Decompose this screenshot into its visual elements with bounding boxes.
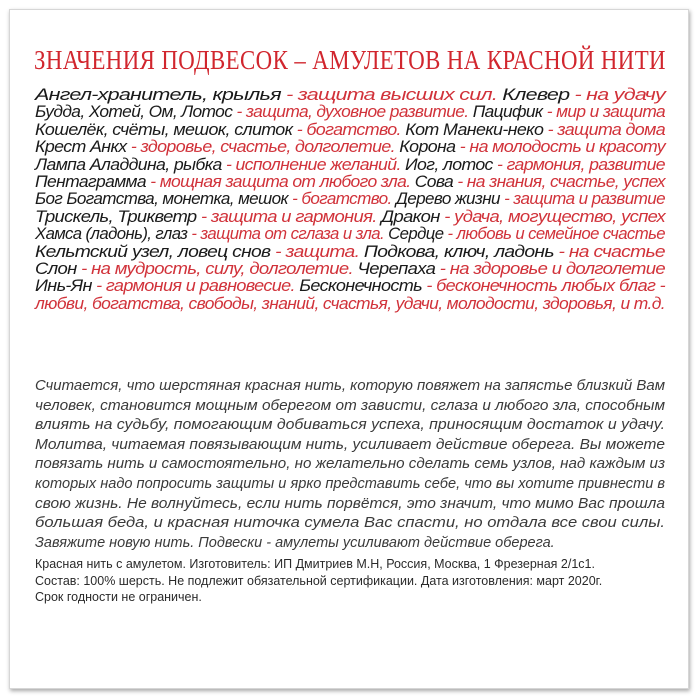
meaning-text: - защита и гармония. [200,206,377,226]
paragraph-line: влиять на судьбу, помогающим добиваться успеха, приносящим достаток и удачу. [35,417,666,434]
amulet-name: Сова [410,171,458,191]
meaning-line [35,190,665,207]
meaning-text: - защита высших сил. [286,85,498,104]
meaning-text: - защита от сглаза и зла. [191,224,385,244]
meaning-text: - здоровье, счастье, долголетие. [130,137,395,157]
paragraph-line: Завяжите новую нить. Подвески - амулеты усиливают действие оберега. [35,534,555,551]
amulet-name: Подкова, ключ, ладонь [359,241,559,261]
footer-line: Срок годности не ограничен. [35,590,202,604]
meaning-text: - мощная защита от любого зла. [150,171,411,191]
meaning-text: - исполнение желаний. [225,154,401,174]
amulet-name: Кот Манеки-неко [400,119,548,139]
footer-line: Красная нить с амулетом. Изготовитель: ИП Дмитриев М.Н, Россия, Москва, 1 Фрезерная 2/1с1. [35,557,595,571]
amulet-name: Сердце [384,224,448,244]
meaning-text: - защита дома [547,119,666,139]
meaning-text: - защита и развитие [504,189,665,209]
amulet-name: Иог, лотос [400,154,498,174]
amulet-meanings-list [35,86,665,312]
amulet-name: Кельтский узел, ловец снов [35,241,276,261]
amulet-name: Трискель, Трикветр [35,206,201,226]
meaning-text: - защита. [275,241,360,261]
amulet-name: Будда, Хотей, Ом, Лотос [35,102,237,122]
meaning-line [35,208,665,225]
amulet-name: Кошелёк, счёты, мешок, слиток [35,119,297,139]
meaning-text: - удача, могущество, успех [444,206,666,226]
meaning-line [35,138,665,155]
amulet-name: Корона [394,137,460,157]
amulet-name: Пацифик [468,102,547,122]
paragraph-line: которых надо попросить защиты и ярко представить себе, что вы хотите привнести в [35,475,665,492]
manufacturer-info [35,556,665,606]
page-title: ЗНАЧЕНИЯ ПОДВЕСОК – АМУЛЕТОВ НА КРАСНОЙ НИТИ [34,45,666,75]
amulet-name: Ангел-хранитель, крылья [35,85,287,104]
meaning-line [35,243,665,260]
amulet-name: Слон [35,258,82,278]
amulet-name: Пентаграмма [35,171,151,191]
amulet-name: Бог Богатства, монетка, мешок [35,189,293,209]
meaning-text: - мир и защита [546,102,666,122]
amulet-name: Лампа Аладдина, рыбка [35,154,226,174]
paragraph-line: свою жизнь. Не волнуйтесь, если нить порвётся, это значит, что мимо Вас прошла [35,495,666,512]
paragraph-line: человек, становится мощным оберегом от зависти, сглаза и любого зла, способным [35,397,666,414]
amulet-name: Бесконечность [294,276,427,296]
paragraph-line: Считается, что шерстяная красная нить, которую повяжет на запястье близкий Вам [35,378,665,394]
meaning-text: - на счастье [558,241,665,261]
meaning-line [35,295,665,312]
meaning-text: - любовь и семейное счастье [447,224,666,244]
amulet-name: Дракон [376,206,445,226]
description-paragraph [35,377,665,553]
meaning-text: - на молодость и красоту [459,137,665,157]
amulet-name: Черепаха [353,258,440,278]
amulet-name: Хамса (ладонь), глаз [35,224,192,244]
meaning-text: любви, богатства, свободы, знаний, счастья, удачи, молодости, здоровья, и т.д. [35,293,665,313]
meaning-text: - на удачу [574,85,666,104]
meaning-text: - защита, духовное развитие. [236,102,469,122]
meaning-line [35,260,665,277]
meaning-line [35,103,665,120]
meaning-line [35,121,665,138]
meaning-line [35,173,665,190]
meaning-text: - богатство. [296,119,401,139]
meaning-text: - гармония, развитие [497,154,665,174]
meaning-line [35,86,665,103]
meaning-line [35,225,665,242]
meaning-line [35,156,665,173]
paragraph-line: Молитва, читаемая повязывающим нить, усиливает действие оберега. Вы можете [35,436,666,453]
paragraph-line: большая беда, и красная ниточка сумела Вас спасти, но отдала все свои силы. [35,515,666,532]
footer-line: Состав: 100% шерсть. Не подлежит обязательной сертификации. Дата изготовления: март 2020г. [35,573,603,588]
meaning-text: - на мудрость, силу, долголетие. [81,258,354,278]
amulet-name: Крест Анкх [35,137,131,157]
meaning-text: - гармония и равновесие. [96,276,295,296]
meaning-text: - бесконечность любых благ - [426,276,666,296]
amulet-name: Инь-Ян [35,276,97,296]
meaning-line [35,277,665,294]
meaning-text: - богатство. [292,189,392,209]
amulet-name: Клевер [497,85,575,104]
meaning-text: - на здоровье и долголетие [439,258,666,278]
paragraph-line: повязать нить и самостоятельно, но желательно сделать семь узлов, над каждым из [35,456,665,473]
amulet-name: Дерево жизни [391,189,505,209]
meaning-text: - на знания, счастье, успех [457,171,665,191]
